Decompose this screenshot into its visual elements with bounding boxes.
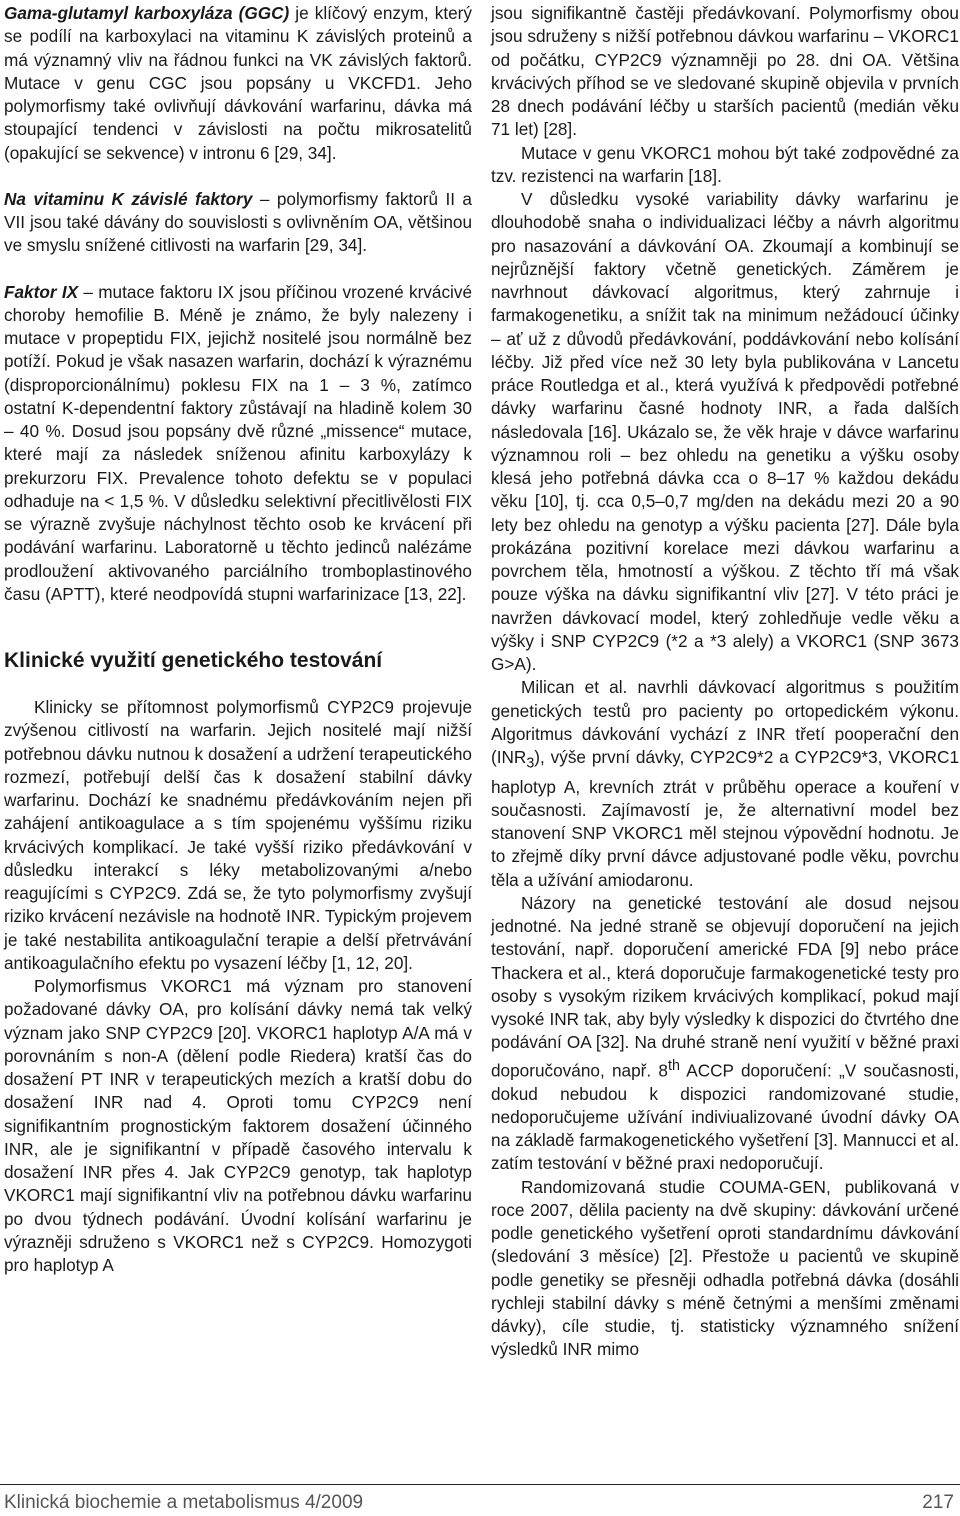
paragraph-opinions-text-a: Názory na genetické testování ale dosud nejsou jednotné. Na jedné straně se objevují doporučení na jejich testování, např. doporučení americké FDA [9] nebo práce Thackera et al., která doporučuje farmakogenetické testy pro osoby s vysokým rizikem krvácivých komplikací, pokud mají vysoké INR tak, aby byly výsledky k dispozici do čtvrtého dne podávání OA [32]. Na druhé straně není využití v běžné praxi doporučováno, např. 8 (491, 892, 959, 1081)
paragraph-ggc (4, 2, 472, 165)
footer-rule (0, 1484, 960, 1485)
term-vk-factors: Na vitaminu K závislé faktory (4, 188, 253, 209)
paragraph-milican (491, 676, 959, 892)
left-column (4, 2, 472, 1277)
paragraph-vk-factors (4, 188, 472, 258)
paragraph-clinical-cyp2c9: Klinicky se přítomnost polymorfismů CYP2C9 projevuje zvýšenou citlivostí na warfarin. Jejich nositelé mají nižší potřebnou dávku nutnou k dosažení a udržení terapeutického rozmezí, potřebují delší čas k dosažení stabilní dávky warfarinu. Dochází ke snadnému předávkováním nejen při zahájení antikoagulace a s tím spojenému vyššímu riziku krvácivých komplikací. Je také vyšší riziko předávkování v důsledku interakcí s léky metabolizovanými a/nebo reagujícími s CYP2C9. Zdá se, že tyto polymorfismy zvyšují riziko krvácení nezávisle na hodnotě INR. Typickým projevem je také nestabilita antikoagulační terapie a delší přetrvávání antikoagulačního efektu po vysazení léčby [1, 12, 20]. (4, 697, 472, 973)
paragraph-continuation: jsou signifikantně častěji předávkovaní. Polymorfismy obou jsou sdruženy s nižší potřebnou dávkou warfarinu – VKORC1 od počátku, CYP2C9 významněji po 28. dni OA. Většina krvácivých příhod se ve sledované skupině objevila v prvních 28 dnech podávání léčby u starších pacientů (medián věku 71 let) [28]. (491, 3, 959, 140)
paragraph-factor-ix-text: – mutace faktoru IX jsou příčinou vrozené krvácivé choroby hemofilie B. Méně je známo, že byly nalezeny i mutace v propeptidu FIX, jejichž nositelé jsou normálně bez potíží. Pokud je však nasazen warfarin, dochází k výraznému (disproporcionálnímu) poklesu FIX na 1 – 3 %, zatímco ostatní K-dependentní faktory zůstávají na hladině kolem 30 – 40 %. Dosud jsou popsány dvě různé „missence“ mutace, které mají za následek sníženou afinitu karboxylázy k prekurzoru FIX. Prevalence tohoto defektu se v populaci odhaduje na < 1,5 %. V důsledku selektivní přecitlivělosti FIX se výrazně zvyšuje náchylnost těchto osob ke krvácení při podávání warfarinu. Laboratorně u těchto jedinců nalézáme prodloužení aktivovaného parciálního tromboplastinového času (APTT), které neodpovídá stupni warfarinizace [13, 22]. (4, 281, 473, 604)
section-heading: Klinické využití genetického testování (4, 649, 383, 672)
superscript-th: th (667, 1057, 680, 1074)
paragraph-milican-text-a: Milican et al. navrhli dávkovací algoritmus s použitím genetických testů pro pacienty po ortopedickém výkonu. Algoritmus dávkování vychází z INR třetí pooperační den (INR (491, 677, 959, 767)
footer-journal: Klinická biochemie a metabolismus 4/2009 (4, 1492, 364, 1513)
paragraph-couma-gen: Randomizovaná studie COUMA-GEN, publikovaná v roce 2007, dělila pacienty na dvě skupiny: dávkování určené podle genetického vyšetření oproti standardnímu dávkování (sledování 3 měsíce) [2]. Přestože u pacientů ve skupině podle genetiky se přesněji odhadla potřebná dávka (dosáhli rychleji stabilní dávky s méně četnými a menšími změnami dávky), cíle studie, tj. statisticky významného snížení výsledků INR mimo (491, 1176, 959, 1360)
paragraph-vk-factors-text: – polymorfismy faktorů II a VII jsou také dávány do souvislosti s ovlivněním OA, většinou ve smyslu snížené citlivosti na warfarin [29, 34]. (4, 188, 472, 256)
paragraph-resistance: Mutace v genu VKORC1 mohou být také zodpovědné za tzv. rezistenci na warfarin [18]. (491, 142, 959, 186)
paragraph-algorithm: V důsledku vysoké variability dávky warfarinu je dlouhodobě snaha o individualizaci léčby a návrh algoritmu pro nasazování a dávkování OA. Zkoumají a kombinují se nejrůznější faktory včetně genetických. Záměrem je navrhnout dávkovací algoritmus, který zahrnuje i farmakogenetiku, a snížit tak na minimum nežádoucí účinky – ať už z důvodů předávkování, poddávkování nebo kolísání léčby. Již před více než 30 lety byla publikována v Lancetu práce Routledga et al., která využívá k předpovědi potřebné dávky warfarinu časné hodnoty INR, a řada dalších následovala [16]. Ukázalo se, že věk hraje v dávce warfarinu významnou roli – bez ohledu na genetiku a výšku osoby klesá jeho potřebná dávka cca o 8–17 % každou dekádu věku [10], tj. cca 0,5–0,7 mg/den na dekádu mezi 20 a 90 lety bez ohledu na genotyp a výšku pacienta [27]. Dále byla prokázána pozitivní korelace mezi dávkou warfarinu a povrchem těla, hmotností a výškou. Z těchto tří má však pouze výška na dávku signifikantní vliv [27]. V této práci je navržen dávkovací model, který zohledňuje vedle věku a výšky i SNP CYP2C9 (*2 a *3 alely) a VKORC1 (SNP 3673 G>A). (491, 189, 959, 674)
page-number: 217 (922, 1492, 954, 1513)
paragraph-ggc-text: je klíčový enzym, který se podílí na karboxylaci na vitaminu K závislých proteinů a má významný vliv na řádnou funkci na VK závislých faktorů. Mutace v genu CGC jsou popsány u VKCFD1. Jeho polymorfismy také ovlivňují dávkování warfarinu, dávka má stoupající tendenci v závislosti na počtu mikrosatelitů (opakující se sekvence) v intronu 6 [29, 34]. (4, 3, 472, 163)
paragraph-vkorc1: Polymorfismus VKORC1 má význam pro stanovení požadované dávky OA, pro kolísání dávky nemá tak velký význam jako SNP CYP2C9 [20]. VKORC1 haplotyp A/A má v porovnáním s non-A (dělení podle Riedera) kratší čas do dosažení PT INR v terapeutických mezích a kratší dobu do dosažení INR nad 4. Oproti tomu CYP2C9 není signifikantním prognostickým faktorem dosažení účinného INR, ale je signifikantní v případě časového intervalu k dosažení INR přes 4. Jak CYP2C9 genotyp, tak haplotyp VKORC1 mají signifikantní vliv na potřebnou dávku warfarinu po dvou týdnech podávání. Úvodní kolísání warfarinu je výrazněji sdruženo s VKORC1 než s CYP2C9. Homozygoti pro haplotyp A (4, 976, 472, 1275)
term-factor-ix: Faktor IX (4, 281, 79, 302)
subscript-3: 3 (526, 755, 535, 772)
paragraph-opinions-text-b: ACCP doporučení: „V současnosti, dokud nebudou k dispozici randomizované studie, nedoporučujeme užívání indiviualizované úvodní dávky OA na základě farmakogenetického vyšetření [3]. Mannucci et al. zatím testování v běžné praxi nedoporučují. (491, 1060, 959, 1174)
term-ggc: Gama-glutamyl karboxyláza (GGC) (4, 3, 290, 23)
paragraph-factor-ix (4, 281, 472, 607)
right-column (491, 2, 959, 1362)
paragraph-milican-text-b: ), výše první dávky, CYP2C9*2 a CYP2C9*3, VKORC1 haplotyp A, krevních ztrát v průběhu operace a kouření v současnosti. Zajímavostí je, že alternativní model bez stanovení SNP VKORC1 měl stejnou výpovědní hodnotu. Je to zřejmě díky první dávce adjustované podle věku, povrchu těla a užívání amiodaronu. (491, 747, 959, 890)
paragraph-opinions (491, 892, 959, 1176)
